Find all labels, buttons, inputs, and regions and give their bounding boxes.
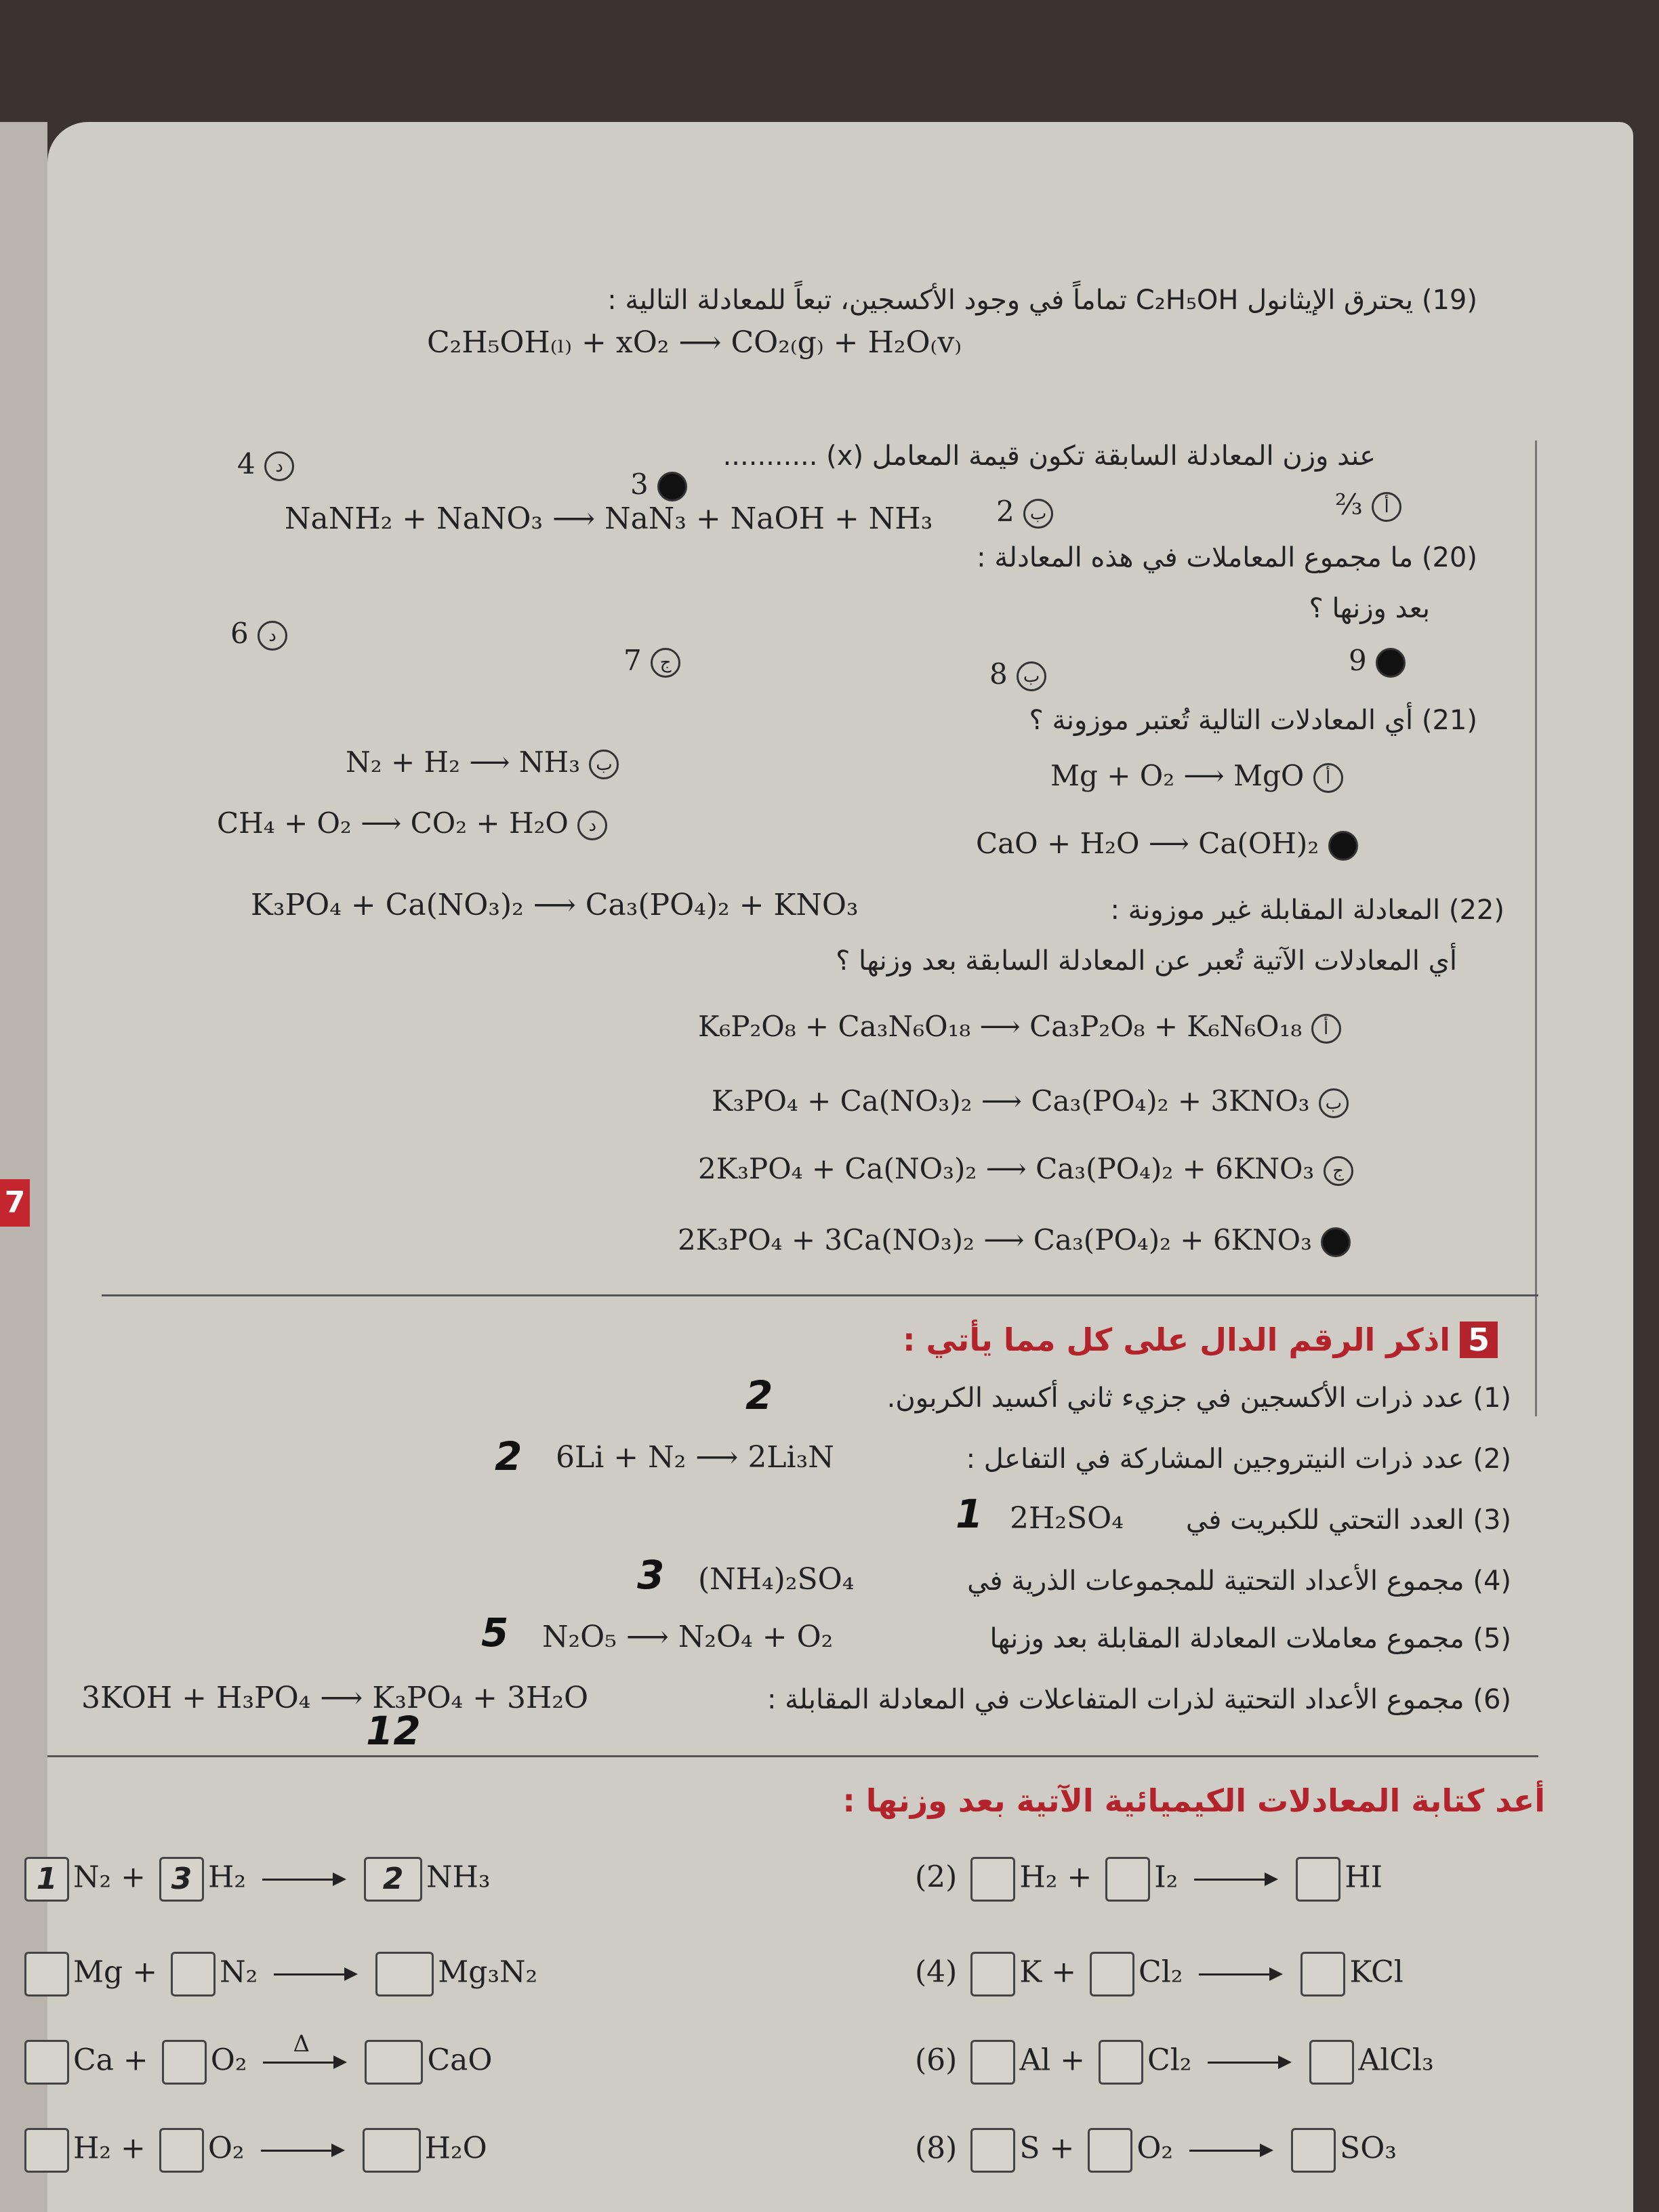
s5-item4-text: (4) مجموع الأعداد التحتية للمجموعات الذرية في [967,1565,1511,1597]
q22-option-d-text: 2K₃PO₄ + 3Ca(NO₃)₂ ⟶ Ca₃(PO₄)₂ + 6KNO₃ [678,1223,1312,1256]
filled-circle-icon: أ [1376,648,1406,678]
filled-circle-icon: ج [1328,831,1358,861]
reaction-arrow-icon [261,2150,342,2152]
s6-right-eq-2: (2) H₂ + I₂ HI [915,1857,1382,1902]
q21-option-c-text: CaO + H₂O ⟶ Ca(OH)₂ [976,827,1319,860]
q22-option-d-selected[interactable] [678,1223,1351,1257]
q20-equation: NaNH₂ + NaNO₃ ⟶ NaN₃ + NaOH + NH₃ [285,501,933,536]
q19-option-a-text: ⅔ [1335,488,1363,521]
reaction-arrow-icon [262,1879,344,1881]
option-c-circle-icon: ج [1324,1156,1353,1186]
q20-option-a-selected[interactable] [1349,644,1406,678]
eq-number: (8) [915,2131,958,2166]
option-a-circle-icon: أ [1311,1014,1341,1044]
reaction-arrow-icon [1189,2150,1271,2152]
q22-option-a-text: K₆P₂O₈ + Ca₃N₆O₁₈ ⟶ Ca₃P₂O₈ + K₆N₆O₁₈ [698,1010,1303,1043]
reaction-arrow-icon [1199,1973,1280,1975]
coef-box[interactable] [1291,2128,1336,2173]
right-margin-line [1535,441,1537,1416]
product: NH₃ [426,1860,491,1895]
q20-option-a-text: 9 [1349,644,1367,677]
q19-option-c-selected[interactable] [630,468,687,501]
section5-heading [903,1322,1498,1358]
coef-box[interactable] [375,1952,434,1996]
q21-option-a[interactable] [1050,759,1343,793]
s5-item3-text: (3) العدد التحتي للكبريت في [1185,1504,1511,1536]
eq-number: (2) [915,1860,958,1895]
reactant: N₂ [73,1860,112,1895]
q21-option-d-text: CH₄ + O₂ ⟶ CO₂ + H₂O [217,806,569,840]
reactant: H₂ [73,2131,112,2166]
q20-text: (20) ما مجموع المعاملات في هذه المعادلة : [977,542,1477,573]
product: SO₃ [1340,2131,1397,2166]
s5-item2-answer: 2 [495,1433,523,1479]
q19-option-d-text: 4 [237,447,255,480]
reaction-arrow-icon [1194,1879,1275,1881]
option-b-circle-icon: ب [1017,661,1046,691]
option-b-circle-icon: ب [589,750,619,779]
s5-item6-equation: 3KOH + H₃PO₄ ⟶ K₃PO₄ + 3H₂O [81,1681,589,1715]
coef-box[interactable] [159,2128,204,2173]
option-d-circle-icon: د [258,621,287,651]
s5-item2-text: (2) عدد ذرات النيتروجين المشاركة في التفاعل : [966,1443,1511,1475]
product: HI [1345,1860,1382,1895]
coef-box[interactable] [970,1952,1015,1996]
q22-option-a[interactable] [698,1010,1341,1044]
s5-item5-equation: N₂O₅ ⟶ N₂O₄ + O₂ [542,1620,834,1654]
coef-box[interactable] [1300,1952,1345,1996]
s6-left-eq-7: H₂ + O₂ H₂O [20,2128,487,2173]
q22-option-b[interactable] [712,1084,1349,1118]
option-b-circle-icon: ب [1023,499,1053,529]
coef-box[interactable] [24,1952,69,1996]
coef-box[interactable] [1090,1952,1134,1996]
q21-option-c-selected[interactable] [976,827,1358,861]
reactant: Cl₂ [1139,1954,1183,1990]
option-d-circle-icon: د [577,811,607,840]
heat-condition: Δ [293,2030,310,2057]
q20-option-d-text: 6 [230,617,249,650]
q20-subtext: بعد وزنها ؟ [1309,593,1430,624]
q22-option-c[interactable] [698,1152,1353,1186]
coef-box[interactable]: 1 [24,1857,69,1902]
q19-text: (19) يحترق الإيثانول C₂H₅OH تماماً في وجود الأكسجين، تبعاً للمعادلة التالية : [607,285,1477,316]
q22-equation: K₃PO₄ + Ca(NO₃)₂ ⟶ Ca₃(PO₄)₂ + KNO₃ [251,888,859,922]
product: CaO [427,2043,493,2078]
s6-right-eq-4: (4) K + Cl₂ KCl [915,1952,1404,1996]
reaction-arrow-icon [274,1973,355,1975]
reactant: Al [1019,2043,1051,2078]
filled-circle-icon: د [1321,1227,1351,1257]
section5-number: 5 [1460,1322,1498,1358]
s6-left-eq-1: 1 N₂ + 3 H₂ 2 NH₃ [20,1857,491,1902]
s5-item1-answer: 2 [745,1372,773,1418]
reactant: O₂ [1136,2131,1174,2166]
coef-box[interactable]: 3 [159,1857,204,1902]
reactant: O₂ [207,2131,245,2166]
q22-text: (22) المعادلة المقابلة غير موزونة : [1110,895,1504,926]
s6-left-eq-3: Mg + N₂ Mg₃N₂ [20,1952,537,1996]
coef-box[interactable]: 2 [364,1857,422,1902]
s5-item6-text: (6) مجموع الأعداد التحتية لذرات المتفاعلات في المعادلة المقابلة : [766,1684,1511,1715]
q20-option-d[interactable] [230,617,287,651]
q20-option-b[interactable] [989,657,1046,691]
coef-box[interactable] [970,1857,1015,1902]
option-b-circle-icon: ب [1319,1088,1349,1118]
reactant: S [1019,2131,1040,2166]
q21-option-b[interactable] [346,745,619,779]
coef-box[interactable] [24,2040,69,2085]
section6-title: أعد كتابة المعادلات الكيميائية الآتية بعد وزنها : [842,1782,1545,1819]
coef-box[interactable] [1088,2128,1132,2173]
coef-box[interactable] [970,2040,1015,2085]
reactant: H₂ [1019,1860,1058,1895]
coef-box[interactable] [363,2128,421,2173]
option-c-circle-icon: ج [651,648,680,678]
s5-item2-equation: 6Li + N₂ ⟶ 2Li₃N [556,1440,834,1475]
coef-box[interactable] [162,2040,207,2085]
s5-item5-text: (5) مجموع معاملات المعادلة المقابلة بعد وزنها [989,1623,1511,1654]
coef-box[interactable] [1099,2040,1143,2085]
s6-left-eq-5: Ca + O₂ Δ CaO [20,2040,492,2085]
q22-option-b-text: K₃PO₄ + Ca(NO₃)₂ ⟶ Ca₃(PO₄)₂ + 3KNO₃ [712,1084,1310,1118]
side-page-badge: 7 [0,1179,30,1227]
s5-item1-text: (1) عدد ذرات الأكسجين في جزيء ثاني أكسيد الكربون. [886,1382,1511,1414]
q21-option-d[interactable] [217,806,607,840]
coef-box[interactable] [1296,1857,1340,1902]
reactant: N₂ [220,1954,258,1990]
product: AlCl₃ [1358,2043,1434,2078]
q21-option-a-text: Mg + O₂ ⟶ MgO [1050,759,1305,792]
coef-box[interactable] [1309,2040,1354,2085]
s5-item4-answer: 3 [637,1552,665,1598]
coef-box[interactable] [171,1952,216,1996]
q19-option-b-text: 2 [996,495,1015,528]
q21-option-b-text: N₂ + H₂ ⟶ NH₃ [346,745,581,779]
q19-equation: C₂H₅OH₍ₗ₎ + xO₂ ⟶ CO₂₍g₎ + H₂O₍v₎ [427,325,962,360]
eq-number: (4) [915,1954,958,1990]
s5-item3-answer: 1 [956,1491,983,1537]
reactant: H₂ [207,1860,246,1895]
q20-option-b-text: 8 [989,657,1008,691]
product: KCl [1349,1954,1404,1990]
q19-option-c-text: 3 [630,468,649,501]
reactant: K [1019,1954,1042,1990]
q19-subtext: عند وزن المعادلة السابقة تكون قيمة المعامل (x) ........... [722,441,1376,472]
section5-title: اذكر الرقم الدال على كل مما يأتي : [903,1322,1450,1358]
q20-option-c-text: 7 [623,644,642,677]
q19-option-b[interactable] [996,495,1053,529]
product: H₂O [424,2131,487,2166]
option-a-circle-icon: أ [1313,763,1343,793]
q21-text: (21) أي المعادلات التالية تُعتبر موزونة ؟ [1029,705,1477,736]
q20-option-c[interactable] [623,644,680,678]
s6-right-eq-8: (8) S + O₂ SO₃ [915,2128,1397,2173]
filled-circle-icon: ج [657,472,687,501]
coef-box[interactable] [24,2128,69,2173]
q19-option-a[interactable] [1335,488,1401,522]
section-divider [102,1294,1538,1296]
coef-box[interactable] [365,2040,423,2085]
reactant: O₂ [210,2043,247,2078]
coef-box[interactable] [970,2128,1015,2173]
option-a-circle-icon: أ [1372,492,1401,522]
s5-item6-answer: 12 [366,1708,421,1754]
reactant: Cl₂ [1147,2043,1192,2078]
eq-number: (6) [915,2043,958,2078]
textbook-page [36,122,1633,2212]
reactant: I₂ [1154,1860,1179,1895]
section-divider [47,1755,1538,1757]
q19-option-d[interactable] [237,447,294,481]
s5-item5-answer: 5 [481,1610,509,1656]
product: Mg₃N₂ [438,1954,538,1990]
coef-box[interactable] [1105,1857,1150,1902]
reactant: Ca [73,2043,114,2078]
s6-right-eq-6: (6) Al + Cl₂ AlCl₃ [915,2040,1434,2085]
reactant: Mg [73,1954,123,1990]
q22-subtext: أي المعادلات الآتية تُعبر عن المعادلة السابقة بعد وزنها ؟ [836,945,1457,977]
option-d-circle-icon: د [264,451,294,481]
q22-option-c-text: 2K₃PO₄ + Ca(NO₃)₂ ⟶ Ca₃(PO₄)₂ + 6KNO₃ [698,1152,1315,1185]
reaction-arrow-icon [1208,2062,1289,2064]
s5-item4-equation: (NH₄)₂SO₄ [698,1562,855,1597]
s5-item3-equation: 2H₂SO₄ [1010,1501,1124,1536]
reaction-arrow-icon [263,2030,344,2064]
